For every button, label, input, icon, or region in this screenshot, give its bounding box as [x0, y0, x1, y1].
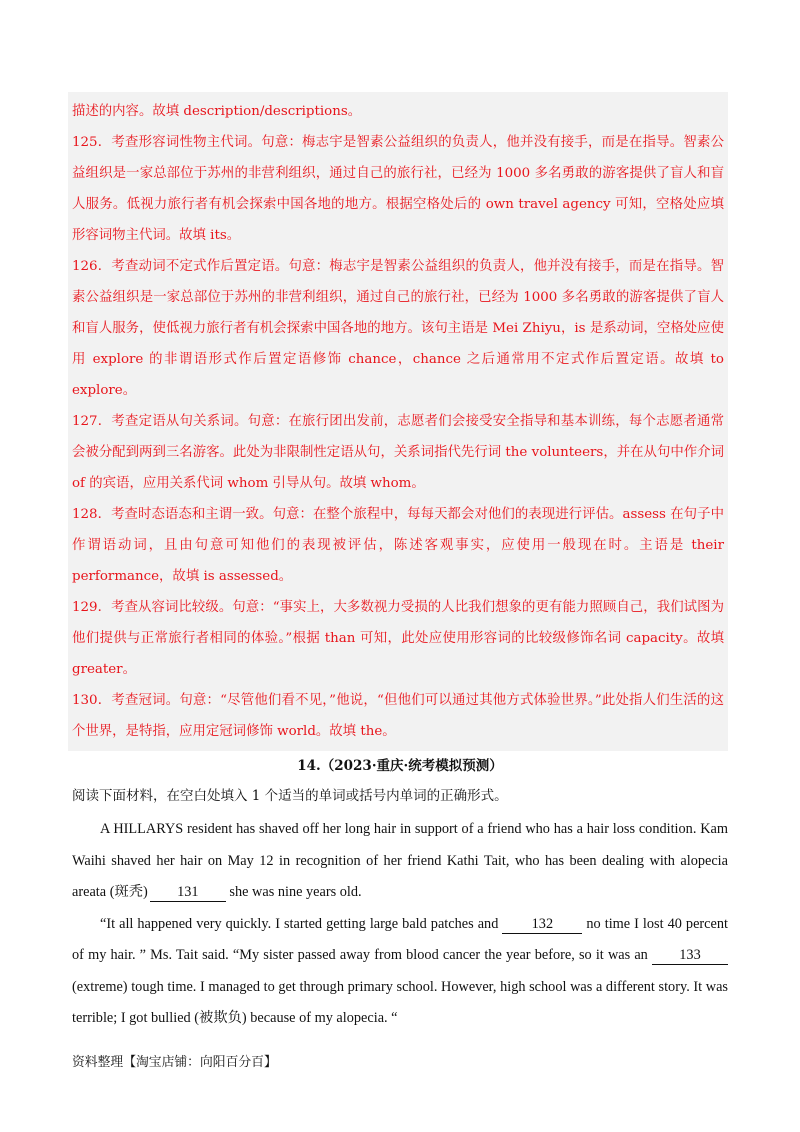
answer-explanations: [68, 92, 728, 751]
question-instruction: 阅读下面材料，在空白处填入 1 个适当的单词或括号内单词的正确形式。: [72, 788, 508, 804]
footer-source: 资料整理【淘宝店铺：向阳百分百】: [72, 1055, 277, 1070]
blank-131[interactable]: 131: [150, 883, 226, 902]
passage-text: A HILLARYS resident has shaved off her long hair in support of a friend who has a hair loss condition. Kam Waihi shaved her hair on May 12 in recognition of her friend Kathi Tait, who has been dealing with alopecia areata (斑秃): [72, 821, 728, 900]
answer-125: 125．考查形容词性物主代词。句意：梅志宇是智素公益组织的负责人，他并没有接手，而是在指导。智素公益组织是一家总部位于苏州的非营利组织，通过自己的旅行社，已经为 1000 多名勇敢的游客提供了盲人和盲人服务。低视力旅行者有机会探索中国各地的地方。根据空格处后的 own travel agency 可知，空格处应填形容词物主代词。故填 its。: [72, 135, 724, 243]
question-title: 14.（2023·重庆·统考模拟预测）: [297, 758, 503, 774]
passage-text: no time I lost 40 percent of my hair. ” Ms. Tait said. “My sister passed away from blood cancer the year before, so it was an: [72, 915, 728, 963]
passage-paragraph-1: [72, 814, 728, 909]
answer-127: 127．考查定语从句关系词。句意：在旅行团出发前，志愿者们会接受安全指导和基本训练，每个志愿者通常会被分配到两到三名游客。此处为非限制性定语从句，关系词指代先行词 the volunteers，并在从句中作介词 of 的宾语，应用关系代词 whom 引导从句。故填 whom。: [72, 414, 724, 491]
reading-passage: [72, 814, 728, 1035]
answer-126: 126．考查动词不定式作后置定语。句意：梅志宇是智素公益组织的负责人，他并没有接手，而是在指导。智素公益组织是一家总部位于苏州的非营利组织，通过自己的旅行社，已经为 1000 多名勇敢的游客提供了盲人和盲人服务，使低视力旅行者有机会探索中国各地的地方。该句主语是 Mei Zhiyu，is 是系动词，空格处应使用 explore 的非谓语形式作后置定语修饰 chance，chance 之后通常用不定式作后置定语。故填 to explore。: [72, 259, 724, 398]
answer-line-124: 描述的内容。故填 description/descriptions。: [72, 104, 362, 119]
blank-133[interactable]: 133: [652, 946, 728, 965]
answer-129: 129．考查从容词比较级。句意：“事实上，大多数视力受损的人比我们想象的更有能力照顾自己，我们试图为他们提供与正常旅行者相同的体验。”根据 than 可知，此处应使用形容词的比较级修饰名词 capacity。故填 greater。: [72, 600, 724, 677]
passage-text: she was nine years old.: [225, 884, 362, 900]
passage-paragraph-2: [72, 909, 728, 1035]
passage-text: (extreme) tough time. I managed to get through primary school. However, high school was a different story. It was terrible; I got bullied (被欺负) because of my alopecia. “: [72, 978, 728, 1026]
blank-132[interactable]: 132: [502, 915, 582, 934]
answer-128: 128．考查时态语态和主谓一致。句意：在整个旅程中，每每天都会对他们的表现进行评估。assess 在句子中作谓语动词，且由句意可知他们的表现被评估，陈述客观事实，应使用一般现在时。主语是 their performance，故填 is assessed。: [72, 507, 724, 584]
passage-text: “It all happened very quickly. I started getting large bald patches and: [100, 915, 503, 932]
answer-130: 130．考查冠词。句意：“尽管他们看不见，”他说，“但他们可以通过其他方式体验世界。”此处指人们生活的这个世界，是特指，应用定冠词修饰 world。故填 the。: [72, 693, 724, 739]
